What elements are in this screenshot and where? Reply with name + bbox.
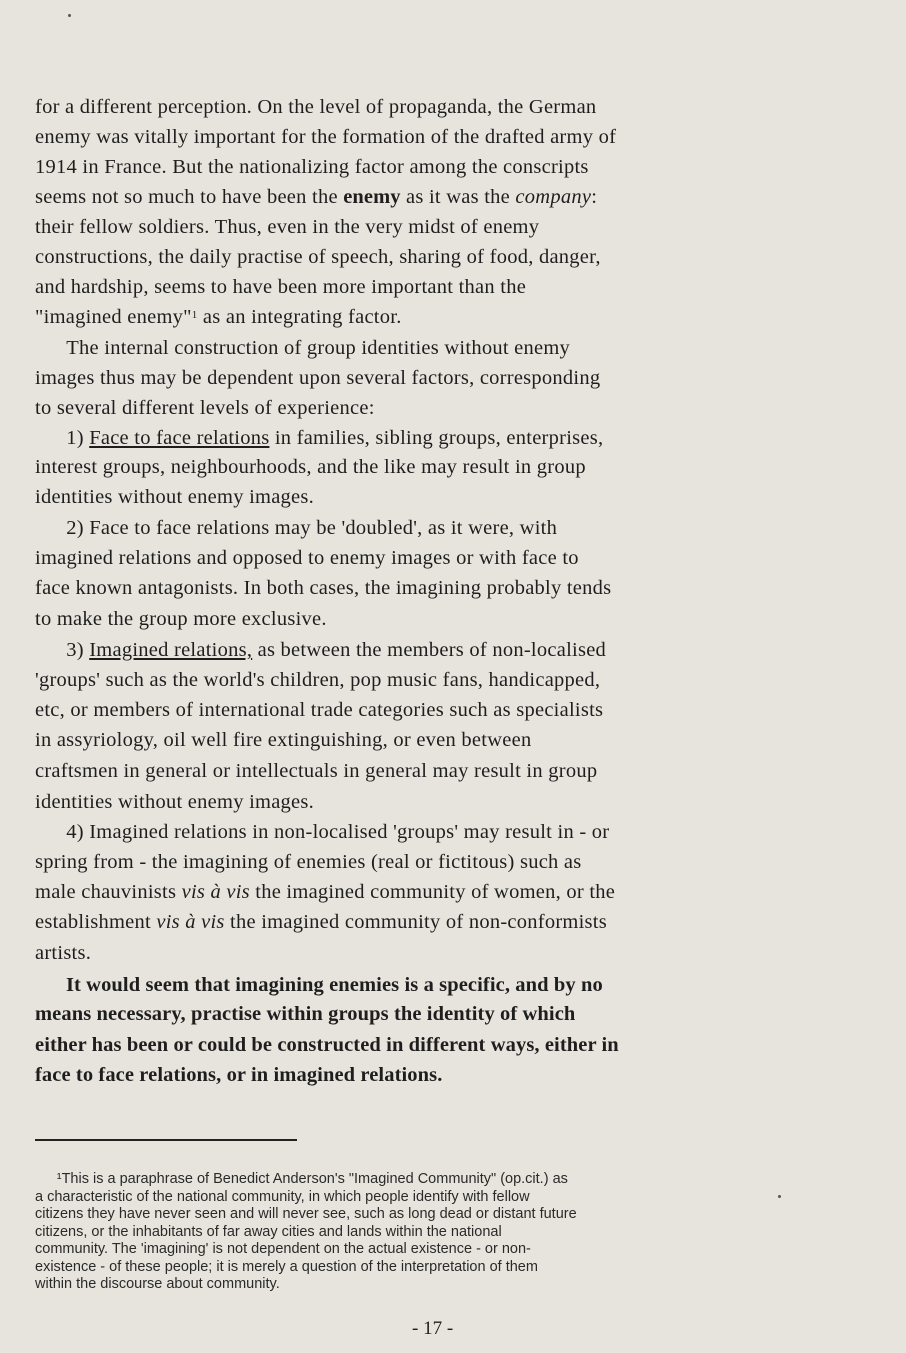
text-line xyxy=(35,393,375,423)
text-line xyxy=(35,787,314,817)
text-line xyxy=(35,970,603,1000)
text-segment: the imagined community of women, or the xyxy=(249,881,616,903)
text-segment: 1) xyxy=(35,427,90,449)
text-segment: means necessary, practise within groups the identity of which xyxy=(35,1003,576,1025)
text-line xyxy=(35,999,575,1029)
text-line xyxy=(35,452,586,482)
text-segment: images thus may be dependent upon several factors, corresponding xyxy=(35,367,601,389)
text-segment: vis à vis xyxy=(181,881,250,903)
text-line xyxy=(35,665,600,695)
footnote-line: existence - of these people; it is merely a question of the interpretation of them xyxy=(35,1258,538,1275)
text-line xyxy=(35,513,557,543)
text-line xyxy=(35,423,603,453)
text-line xyxy=(35,152,589,182)
text-line xyxy=(35,604,327,634)
text-line xyxy=(35,212,539,242)
footnote-line: citizens they have never seen and will never see, such as long dead or distant future xyxy=(35,1206,577,1222)
text-line xyxy=(35,242,601,272)
text-line xyxy=(35,1030,619,1060)
scan-speck xyxy=(778,1195,781,1198)
text-line xyxy=(35,333,570,363)
footnote-line: ¹This is a paraphrase of Benedict Anderson's "Imagined Community" (op.cit.) as xyxy=(35,1171,568,1187)
footnote-line: citizens, or the inhabitants of far away cities and lands within the national xyxy=(35,1223,502,1240)
text-line xyxy=(35,847,582,877)
text-line xyxy=(35,122,616,152)
text-segment: constructions, the daily practise of speech, sharing of food, danger, xyxy=(35,246,601,268)
text-line xyxy=(35,482,314,512)
text-segment: 4) Imagined relations in non-localised 'groups' may result in - or xyxy=(35,821,610,843)
text-segment: as an integrating factor. xyxy=(197,306,402,328)
scan-speck xyxy=(68,14,71,17)
text-segment: craftsmen in general or intellectuals in general may result in group xyxy=(35,760,598,782)
text-segment: artists. xyxy=(35,942,92,964)
text-line xyxy=(35,92,596,122)
footnote-divider xyxy=(35,1139,297,1141)
text-segment: the imagined community of non-conformists xyxy=(224,911,607,933)
text-segment: interest groups, neighbourhoods, and the like may result in group xyxy=(35,456,586,478)
text-segment: in families, sibling groups, enterprises, xyxy=(269,427,604,449)
text-segment: for a different perception. On the level of propaganda, the German xyxy=(35,96,597,118)
text-segment: their fellow soldiers. Thus, even in the very midst of enemy xyxy=(35,216,540,238)
text-segment: Imagined relations, xyxy=(89,639,253,661)
text-segment: identities without enemy images. xyxy=(35,486,315,508)
text-line xyxy=(35,695,603,725)
text-line xyxy=(35,272,526,302)
page-number: - 17 - xyxy=(412,1318,454,1339)
text-segment: etc, or members of international trade categories such as specialists xyxy=(35,699,604,721)
text-segment: to make the group more exclusive. xyxy=(35,608,327,630)
text-segment: as between the members of non-localised xyxy=(252,639,607,661)
text-segment: enemy xyxy=(343,186,401,208)
text-line xyxy=(35,725,531,755)
text-segment: vis à vis xyxy=(156,911,225,933)
text-segment: to several different levels of experience: xyxy=(35,397,375,419)
text-line xyxy=(35,907,607,937)
text-segment: The internal construction of group identities without enemy xyxy=(35,337,571,359)
text-line xyxy=(35,543,579,573)
text-segment: and hardship, seems to have been more important than the xyxy=(35,276,527,298)
text-line xyxy=(35,302,402,332)
text-segment: face known antagonists. In both cases, the imagining probably tends xyxy=(35,577,612,599)
text-segment: Face to face relations xyxy=(89,427,270,449)
text-line xyxy=(35,938,91,968)
text-line xyxy=(35,756,597,786)
text-line xyxy=(35,1060,442,1090)
text-segment: enemy was vitally important for the formation of the drafted army of xyxy=(35,126,617,148)
text-line xyxy=(35,573,611,603)
text-segment: in assyriology, oil well fire extinguishing, or even between xyxy=(35,729,532,751)
text-line xyxy=(35,363,600,393)
text-segment: establishment xyxy=(35,911,157,933)
text-segment: 1914 in France. But the nationalizing factor among the conscripts xyxy=(35,156,589,178)
text-segment: 2) Face to face relations may be 'doubled', as it were, with xyxy=(35,517,558,539)
text-line xyxy=(35,817,609,847)
text-segment: spring from - the imagining of enemies (real or fictitous) such as xyxy=(35,851,582,873)
text-segment: either has been or could be constructed in different ways, either in xyxy=(35,1034,619,1056)
text-segment: face to face relations, or in imagined relations. xyxy=(35,1064,443,1086)
text-segment: It would seem that imagining enemies is a specific, and by no xyxy=(35,974,603,996)
text-segment: as it was the xyxy=(400,186,516,208)
text-segment: male chauvinists xyxy=(35,881,182,903)
text-segment: seems not so much to have been the xyxy=(35,186,344,208)
text-segment: 'groups' such as the world's children, pop music fans, handicapped, xyxy=(35,669,601,691)
footnote-line: within the discourse about community. xyxy=(35,1276,280,1292)
text-segment: company xyxy=(515,186,592,208)
text-line xyxy=(35,182,597,212)
text-line xyxy=(35,635,606,665)
text-segment: 3) xyxy=(35,639,90,661)
text-segment: identities without enemy images. xyxy=(35,791,315,813)
text-segment: "imagined enemy" xyxy=(35,306,192,328)
footnote-line: a characteristic of the national community, in which people identify with fellow xyxy=(35,1188,530,1205)
footnote-line: community. The 'imagining' is not dependent on the actual existence - or non- xyxy=(35,1241,531,1257)
text-segment: 1 xyxy=(191,309,198,321)
text-segment: : xyxy=(591,186,598,208)
text-segment: imagined relations and opposed to enemy images or with face to xyxy=(35,547,579,569)
text-line xyxy=(35,877,615,907)
